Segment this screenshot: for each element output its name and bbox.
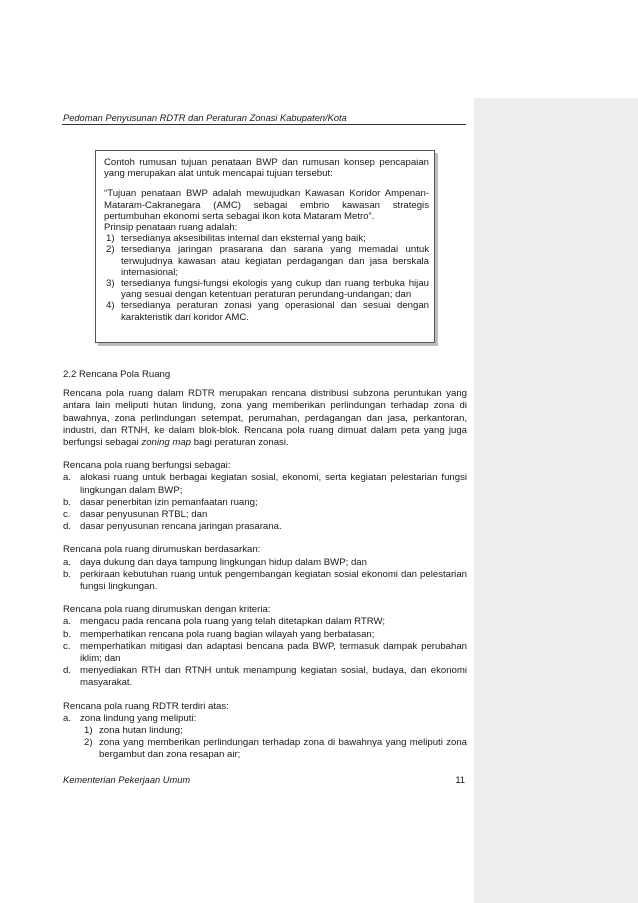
list-marker: 3)	[106, 278, 115, 290]
list-item	[80, 725, 467, 737]
list-item	[63, 616, 467, 628]
composition-list	[63, 713, 467, 762]
running-header: Pedoman Penyusunan RDTR dan Peraturan Zonasi Kabupaten/Kota	[63, 113, 347, 123]
list-text: tersedianya jaringan prasarana dan sarana yang memadai untuk terwujudnya kawasan atau kegiatan perdagangan dan jasa berskala internasional;	[121, 244, 429, 278]
criteria-lead: Rencana pola ruang dirumuskan dengan kriteria:	[63, 604, 271, 616]
list-item	[63, 472, 467, 496]
list-item	[63, 629, 467, 641]
list-item	[63, 509, 467, 521]
list-item	[104, 244, 429, 278]
footer-org: Kementerian Pekerjaan Umum	[63, 775, 191, 785]
list-marker: d.	[63, 521, 72, 533]
list-item	[104, 233, 429, 244]
main-content	[63, 369, 467, 762]
list-item	[80, 737, 467, 761]
list-item	[63, 521, 467, 533]
list-marker: a.	[63, 712, 72, 724]
list-item	[63, 713, 467, 762]
list-marker: c.	[63, 509, 71, 521]
list-marker: 1)	[106, 233, 115, 245]
list-marker: a.	[63, 616, 72, 628]
list-text: tersedianya peraturan zonasi yang operasional dan sesuai dengan karakteristik dari koridor AMC.	[121, 300, 429, 323]
list-item	[63, 569, 467, 593]
comment-pane	[474, 98, 638, 903]
list-marker: a.	[63, 556, 72, 568]
list-text: menyediakan RTH dan RTNH untuk menampung kegiatan sosial, budaya, dan ekonomi masyarakat.	[80, 665, 467, 689]
functions-list	[63, 472, 467, 533]
list-text: perkiraan kebutuhan ruang untuk pengembangan kegiatan sosial ekonomi dan pelestarian fungsi lingkungan.	[80, 568, 467, 593]
list-item	[104, 300, 429, 322]
list-text: zona yang memberikan perlindungan terhadap zona di bawahnya yang meliputi zona bergambut dan zona resapan air;	[99, 737, 467, 761]
list-text: daya dukung dan daya tampung lingkungan hidup dalam BWP; dan	[80, 556, 367, 568]
list-text: zona hutan lindung;	[99, 725, 183, 737]
list-marker: b.	[63, 628, 72, 640]
composition-lead: Rencana pola ruang RDTR terdiri atas:	[63, 700, 229, 712]
list-item	[63, 665, 467, 689]
intro-text: Rencana pola ruang dalam RDTR merupakan rencana distribusi subzona peruntukan yang antara lain meliputi hutan lindung, zona yang memberikan perlindungan terhadap zona di bawahnya, zona perlindungan setempat, perumahan, perdagangan dan jasa, perkantoran, industri, dan RTNH, ke dalam blok-blok. Rencana pola ruang dimuat dalam peta yang juga berfungsi sebagai	[63, 388, 467, 449]
list-marker: 2)	[106, 244, 115, 256]
list-marker: d.	[63, 665, 72, 677]
section-intro	[63, 388, 467, 449]
section-title: 2.2 Rencana Pola Ruang	[63, 369, 171, 380]
list-marker: a.	[63, 472, 72, 484]
list-text: memperhatikan rencana pola ruang bagian wilayah yang berbatasan;	[80, 628, 375, 640]
list-marker: c.	[63, 640, 71, 652]
basis-list	[63, 557, 467, 594]
list-marker: b.	[63, 496, 72, 508]
list-marker: 1)	[84, 725, 93, 737]
list-text: mengacu pada rencana pola ruang yang telah ditetapkan dalam RTRW;	[80, 616, 386, 628]
intro-emphasis: zoning map	[141, 437, 192, 449]
header-rule	[62, 124, 466, 125]
intro-tail: bagi peraturan zonasi.	[193, 437, 289, 449]
list-text: memperhatikan mitigasi dan adaptasi bencana pada BWP, termasuk dampak perubahan iklim; dan	[80, 640, 467, 665]
list-text: tersedianya aksesibilitas internal dan eksternal yang baik;	[121, 233, 366, 245]
criteria-list	[63, 616, 467, 689]
list-text: alokasi ruang untuk berbagai kegiatan sosial, ekonomi, serta kegiatan pelestarian fungsi lingkungan dalam BWP;	[80, 472, 467, 496]
list-text: zona lindung yang meliputi:	[80, 712, 197, 724]
box-intro: Contoh rumusan tujuan penataan BWP dan rumusan konsep pencapaian yang merupakan alat untuk mencapai tujuan tersebut:	[104, 157, 429, 180]
page-number: 11	[455, 775, 465, 785]
list-item	[63, 641, 467, 665]
list-item	[63, 557, 467, 569]
list-text: dasar penyusunan RTBL; dan	[80, 509, 208, 521]
list-text: dasar penerbitan izin pemanfaatan ruang;	[80, 496, 258, 508]
page-footer	[63, 775, 467, 785]
list-marker: b.	[63, 568, 72, 580]
principle-list	[104, 233, 429, 323]
example-box	[95, 150, 435, 343]
list-text: tersedianya fungsi-fungsi ekologis yang cukup dan ruang terbuka hijau yang sesuai dengan ketentuan peraturan perundang-undangan; dan	[121, 278, 429, 301]
list-marker: 4)	[106, 300, 115, 312]
list-marker: 2)	[84, 737, 93, 749]
list-text: dasar penyusunan rencana jaringan prasarana.	[80, 521, 282, 533]
composition-sublist	[80, 725, 467, 762]
box-principle-label: Prinsip penataan ruang adalah:	[104, 222, 238, 234]
box-quote: “Tujuan penataan BWP adalah mewujudkan Kawasan Koridor Ampenan-Mataram-Cakranegara (AMC) sebagai embrio kawasan strategis pertumbuhan ekonomi serta sebagai ikon kota Mataram Metro”.	[104, 188, 429, 222]
functions-lead: Rencana pola ruang berfungsi sebagai:	[63, 460, 231, 472]
list-item	[63, 497, 467, 509]
basis-lead: Rencana pola ruang dirumuskan berdasarkan:	[63, 544, 261, 556]
list-item	[104, 278, 429, 300]
